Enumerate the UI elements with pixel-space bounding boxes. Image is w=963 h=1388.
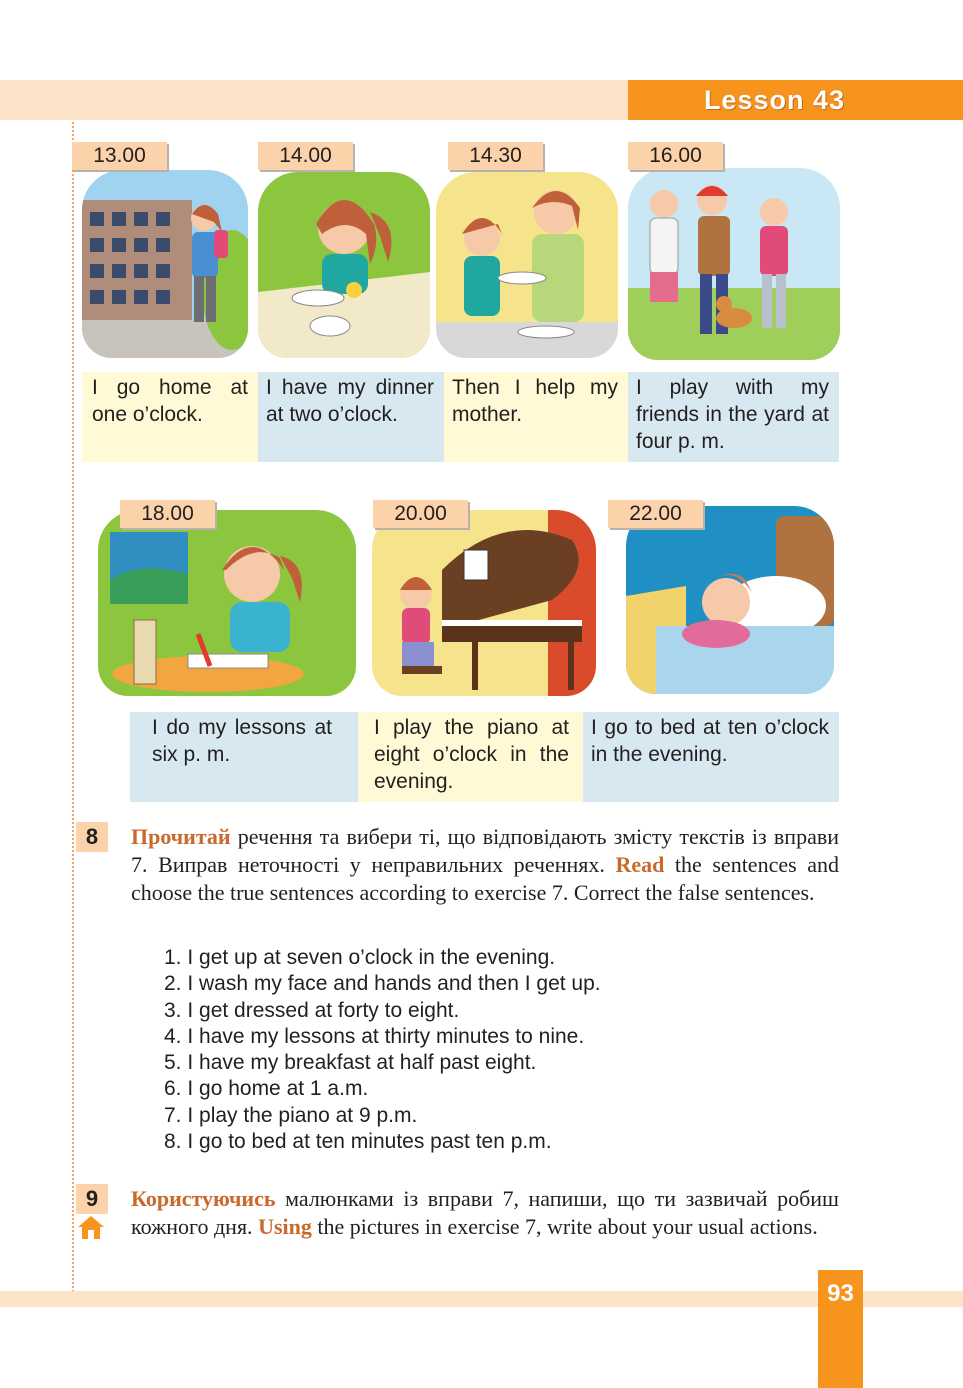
list-item: 8. I go to bed at ten minutes past ten p.m. <box>164 1130 552 1154</box>
picture-going-home <box>82 170 248 358</box>
time-label: 22.00 <box>608 500 703 528</box>
caption-text: I do my lessons at six p. m. <box>130 712 358 802</box>
picture-helping-mother <box>436 172 618 358</box>
picture-playing-piano <box>372 510 596 696</box>
time-label: 14.00 <box>258 142 353 170</box>
caption-text: I go to bed at ten o’clock in the evening. <box>583 712 839 802</box>
list-item: 1. I get up at seven o’clock in the evening. <box>164 946 556 969</box>
margin-dotted-line <box>72 122 74 1292</box>
keyword-ua: Прочитай <box>131 824 231 849</box>
time-label: 18.00 <box>120 500 215 528</box>
page-number: 93 <box>827 1280 854 1307</box>
keyword-en: Using <box>258 1214 312 1239</box>
time-label: 14.30 <box>448 142 543 170</box>
sentence-list <box>164 945 824 1155</box>
exercise-8-instruction <box>131 823 839 907</box>
page-number-tab <box>818 1270 863 1388</box>
list-item: 3. I get dressed at forty to eight. <box>164 998 460 1022</box>
instruction-en: the sentences and choose the true sentences according to exercise 7. Correct the false sentences. <box>131 852 839 905</box>
caption-text: I have my dinner at two o’clock. <box>258 372 444 462</box>
picture-playing-with-friends <box>628 168 840 360</box>
exercise-number: 8 <box>76 822 108 852</box>
picture-doing-lessons <box>98 510 356 696</box>
exercise-9-instruction <box>131 1185 839 1241</box>
list-item: 7. I play the piano at 9 p.m. <box>164 1103 418 1127</box>
caption-text: I go home at one o’clock. <box>82 372 258 462</box>
instruction-ua: речення та вибери ті, що відповідають змісту текстів із вправи 7. Виправ неточності у неправильних реченнях. <box>131 824 839 877</box>
time-label: 20.00 <box>373 500 468 528</box>
caption-text: Then I help my mother. <box>444 372 628 462</box>
caption-text: I play with my friends in the yard at four p. m. <box>628 372 839 462</box>
time-label: 16.00 <box>628 142 723 170</box>
keyword-en: Read <box>615 852 665 877</box>
home-icon <box>77 1214 105 1240</box>
instruction-en: the pictures in exercise 7, write about your usual actions. <box>311 1214 818 1239</box>
list-item: 6. I go home at 1 a.m. <box>164 1077 369 1101</box>
list-item: 2. I wash my face and hands and then I get up. <box>164 972 601 996</box>
caption-text: I play the piano at eight o’clock in the evening. <box>358 712 583 802</box>
list-item: 5. I have my breakfast at half past eight. <box>164 1051 537 1075</box>
keyword-ua: Користуючись <box>131 1186 276 1211</box>
list-item: 4. I have my lessons at thirty minutes to nine. <box>164 1024 585 1048</box>
exercise-number: 9 <box>76 1184 108 1214</box>
lesson-title: Lesson 43 <box>703 84 845 115</box>
picture-having-dinner <box>258 172 430 358</box>
time-label: 13.00 <box>72 142 167 170</box>
picture-going-to-bed <box>626 506 834 694</box>
instruction-ua: малюнками із вправи 7, напиши, що ти зазвичай робиш кожного дня. <box>131 1186 839 1239</box>
lesson-tab <box>628 80 963 120</box>
